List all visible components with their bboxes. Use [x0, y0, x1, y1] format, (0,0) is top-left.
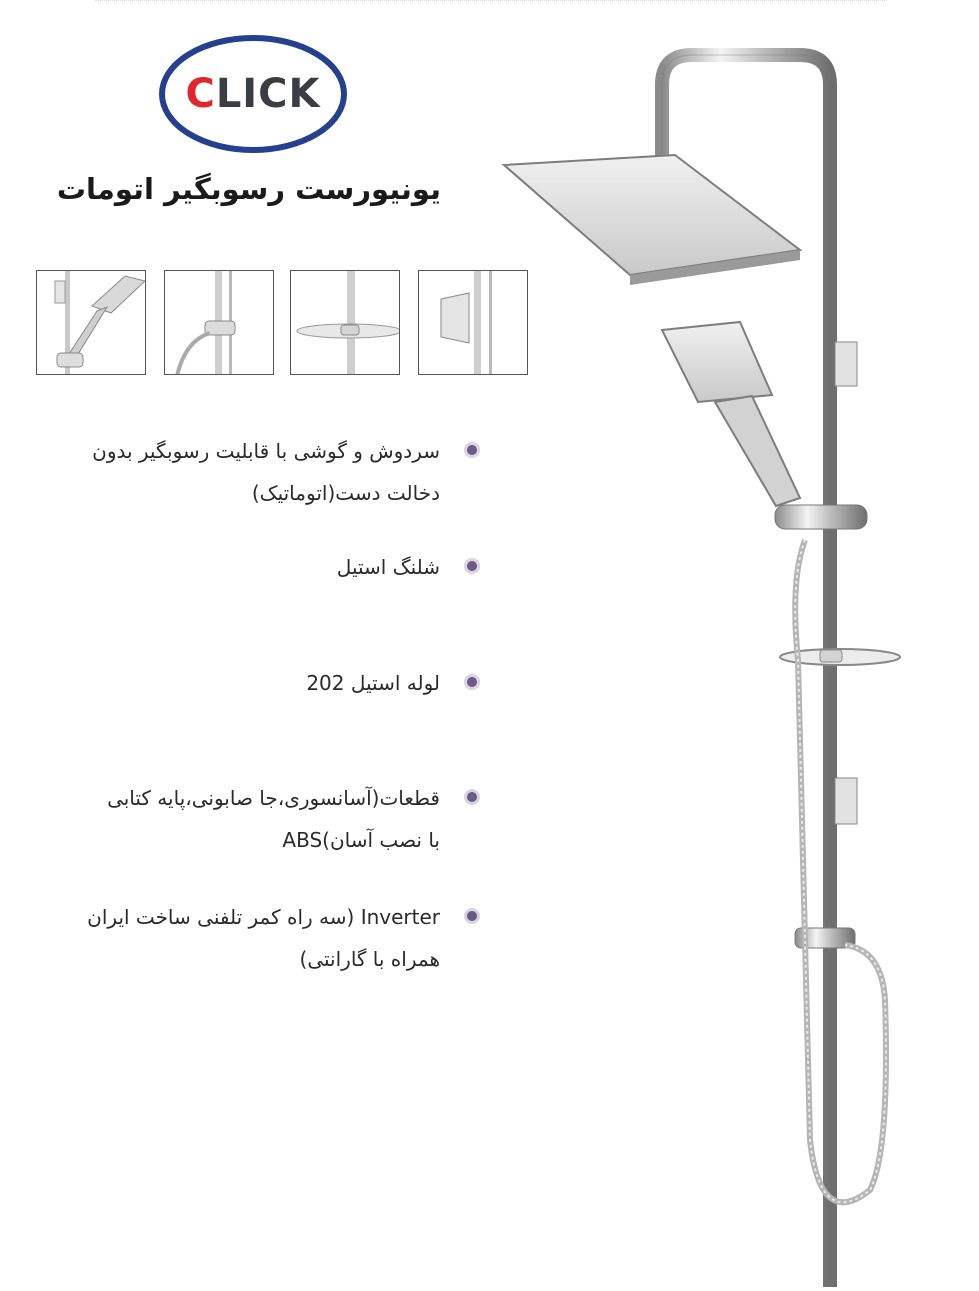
soap-dish-icon — [291, 271, 400, 375]
hose-connector-icon — [165, 271, 274, 375]
feature-item — [40, 896, 480, 980]
bullet-icon — [464, 674, 480, 690]
product-image — [490, 40, 979, 1287]
feature-line: دخالت دست(اتوماتیک) — [251, 481, 440, 505]
product-title: یونیورست رسوبگیر اتومات — [56, 172, 441, 206]
feature-line: همراه با گارانتی) — [299, 947, 440, 971]
feature-line: قطعات(آسانسوری،جا صابونی،پایه کتابی — [107, 786, 440, 810]
feature-line: لوله استیل 202 — [306, 671, 440, 695]
hand-shower-on-bar-icon — [37, 271, 146, 375]
bullet-icon — [464, 442, 480, 458]
thumbnail-hand-shower — [36, 270, 146, 375]
top-dotted-rule — [95, 0, 885, 3]
brand-logo — [158, 34, 348, 154]
feature-line: سردوش و گوشی با قابلیت رسوبگیر بدون — [92, 439, 440, 463]
bullet-icon — [464, 558, 480, 574]
thumbnail-hose-connector — [164, 270, 274, 375]
feature-item — [40, 662, 480, 704]
feature-line: شلنگ استیل — [336, 555, 440, 579]
thumbnail-strip — [36, 270, 531, 378]
bullet-icon — [464, 908, 480, 924]
shower-column-icon — [490, 40, 979, 1287]
feature-line: Inverter (سه راه کمر تلفنی ساخت ایران — [87, 905, 440, 929]
thumbnail-soap-dish — [290, 270, 400, 375]
feature-item — [40, 777, 480, 861]
feature-item — [40, 546, 480, 588]
feature-item — [40, 430, 480, 514]
feature-line: با نصب آسان)ABS — [282, 828, 440, 852]
logo-wordmark: CLICK — [185, 71, 321, 117]
bullet-icon — [464, 789, 480, 805]
